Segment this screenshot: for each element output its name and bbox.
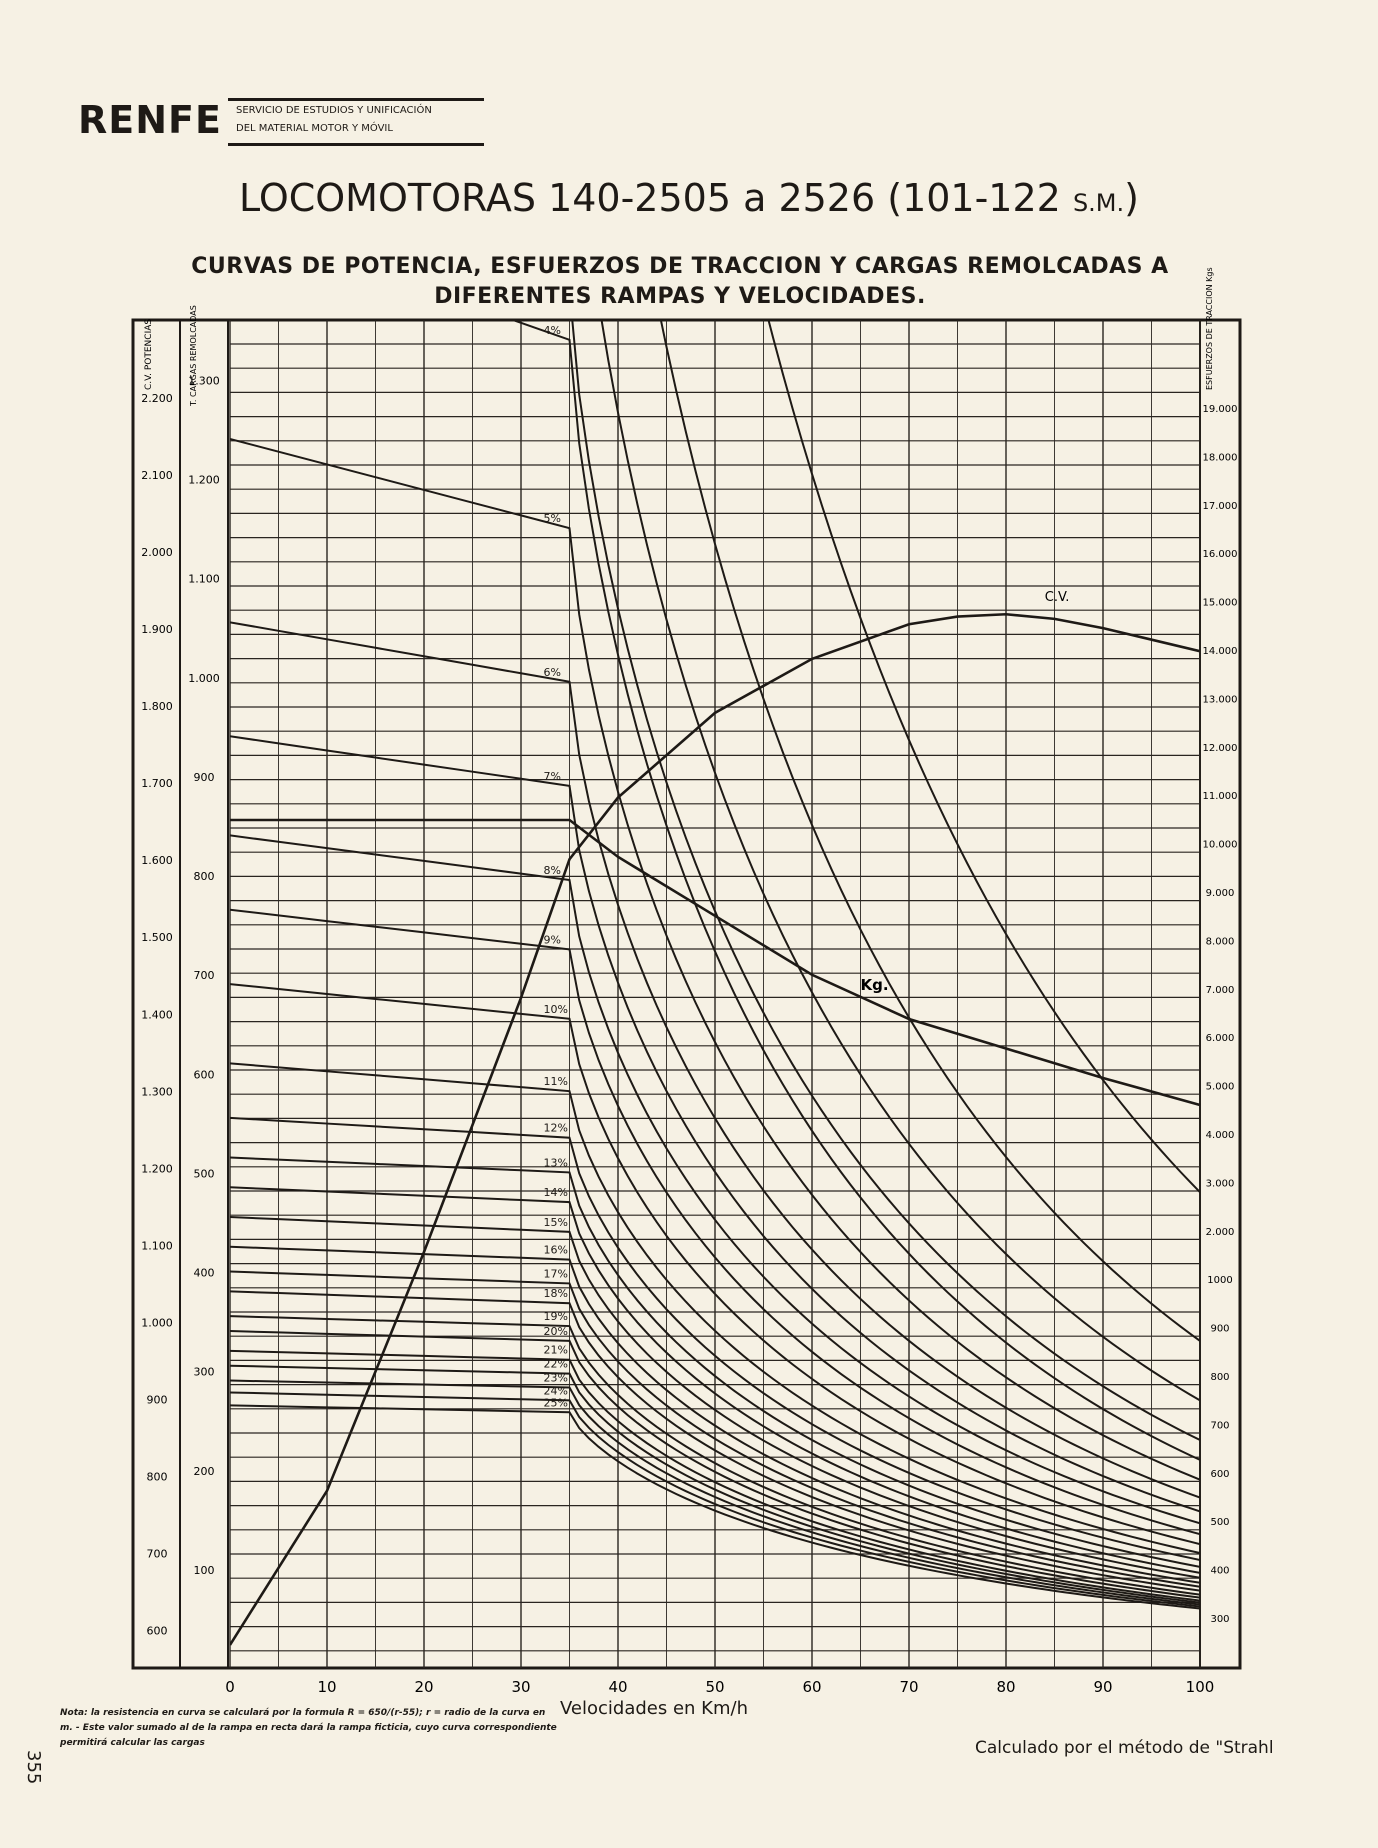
- x-axis-label: Velocidades en Km/h: [560, 1698, 748, 1719]
- cv-tick-label: 1.700: [141, 777, 173, 791]
- cargas-tick-label: 600: [193, 1068, 215, 1082]
- load-curve-label: 14%: [543, 1186, 568, 1200]
- cargas-tick-label: 500: [193, 1167, 215, 1181]
- cv-tick-label: 700: [146, 1547, 168, 1561]
- esfuerzos-tick-label: 17.000: [1202, 500, 1238, 512]
- x-tick-label: 10: [317, 1678, 337, 1696]
- cv-tick-label: 1.600: [141, 854, 173, 868]
- cargas-tick-label: 900: [193, 770, 215, 784]
- esfuerzos-tick-label: 800: [1210, 1372, 1230, 1383]
- esfuerzos-tick-label: 4.000: [1205, 1130, 1235, 1141]
- esfuerzos-tick-label: 7.000: [1205, 984, 1235, 996]
- cargas-tick-label: 800: [193, 870, 215, 884]
- esfuerzos-tick-label: 9.000: [1205, 888, 1235, 899]
- cv-tick-label: 1.300: [141, 1085, 173, 1099]
- load-curve-label: 12%: [543, 1121, 568, 1135]
- cv-tick-label: 1.100: [141, 1239, 173, 1253]
- cargas-tick-label: 1.300: [188, 374, 220, 388]
- load-curve-label: 15%: [543, 1215, 568, 1229]
- esfuerzos-tick-label: 6.000: [1205, 1033, 1235, 1045]
- cargas-tick-label: 300: [193, 1365, 215, 1379]
- esfuerzos-tick-label: 600: [1210, 1468, 1230, 1480]
- subtitle-line-2: DIFERENTES RAMPAS Y VELOCIDADES.: [434, 284, 926, 309]
- cv-axis-title: C.V. POTENCIAS: [144, 318, 154, 390]
- esfuerzos-axis-title: ESFUERZOS DE TRACCION Kgs: [1205, 267, 1214, 390]
- x-tick-label: 100: [1185, 1678, 1215, 1696]
- esfuerzos-tick-label: 3.000: [1205, 1178, 1235, 1190]
- footnote: Nota: la resistencia en curva se calculará por la formula R = 650/(r-55); r = radio de la curva en m. - Este valor sumado al de la rampa en recta dará la rampa ficticia, cuyo curva correspondiente permitirá calcular las cargas: [60, 1708, 557, 1748]
- x-tick-label: 40: [608, 1678, 628, 1696]
- kg-curve-label: Kg.: [860, 976, 889, 994]
- esfuerzos-tick-label: 5.000: [1205, 1081, 1235, 1093]
- brand-line-2: DEL MATERIAL MOTOR Y MÓVIL: [236, 123, 393, 134]
- load-curve-label: 19%: [543, 1310, 568, 1324]
- cv-tick-label: 900: [146, 1393, 168, 1407]
- load-curve-label: 9%: [543, 933, 561, 947]
- esfuerzos-tick-label: 13.000: [1202, 694, 1238, 706]
- x-tick-label: 70: [899, 1678, 919, 1696]
- cargas-tick-label: 1.100: [188, 572, 220, 586]
- cv-tick-label: 1.900: [141, 623, 173, 637]
- load-curve-label: 5%: [543, 512, 561, 526]
- load-curve-label: 24%: [543, 1384, 568, 1398]
- esfuerzos-tick-label: 11.000: [1202, 791, 1238, 803]
- cargas-tick-label: 1.000: [188, 671, 220, 685]
- load-curve-label: 25%: [543, 1396, 568, 1410]
- brand-logo: RENFE: [78, 98, 222, 142]
- page-number: 355: [23, 1750, 44, 1785]
- cargas-tick-label: 400: [193, 1266, 215, 1280]
- load-curve-label: 22%: [543, 1357, 568, 1371]
- esfuerzos-tick-label: 2.000: [1205, 1226, 1235, 1238]
- cv-curve-label: C.V.: [1044, 590, 1070, 606]
- x-tick-label: 90: [1093, 1678, 1113, 1696]
- cv-tick-label: 800: [146, 1470, 168, 1484]
- load-curve-label: 20%: [543, 1324, 568, 1338]
- esfuerzos-tick-label: 16.000: [1202, 549, 1238, 561]
- x-tick-label: 80: [996, 1678, 1016, 1696]
- esfuerzos-tick-label: 500: [1210, 1517, 1230, 1529]
- cargas-axis-title: T. CARGAS REMOLCADAS: [189, 305, 198, 406]
- x-tick-label: 50: [705, 1678, 725, 1696]
- esfuerzos-tick-label: 1000: [1207, 1275, 1233, 1287]
- esfuerzos-tick-label: 400: [1210, 1565, 1230, 1577]
- load-curve-label: 8%: [543, 864, 561, 878]
- load-curve-label: 6%: [543, 665, 561, 679]
- esfuerzos-tick-label: 18.000: [1202, 452, 1238, 464]
- subtitle-line-1: CURVAS DE POTENCIA, ESFUERZOS DE TRACCION Y CARGAS REMOLCADAS A: [191, 254, 1169, 279]
- cargas-tick-label: 1.200: [188, 473, 220, 487]
- esfuerzos-tick-label: 300: [1210, 1614, 1230, 1625]
- chart-frame: [133, 320, 1240, 1668]
- cargas-tick-label: 100: [193, 1563, 215, 1577]
- esfuerzos-tick-label: 19.000: [1202, 404, 1238, 415]
- load-curve-label: 18%: [543, 1287, 568, 1301]
- cv-tick-label: 1.800: [141, 700, 173, 714]
- load-curve-label: 10%: [543, 1002, 568, 1016]
- cv-tick-label: 2.000: [141, 546, 173, 560]
- esfuerzos-tick-label: 900: [1210, 1323, 1230, 1335]
- cv-tick-label: 600: [146, 1624, 168, 1638]
- cv-tick-label: 1.500: [141, 931, 173, 945]
- load-curve-label: 23%: [543, 1371, 568, 1385]
- load-curve-label: 21%: [543, 1343, 568, 1357]
- cv-tick-label: 2.200: [141, 392, 173, 406]
- esfuerzos-tick-label: 12.000: [1202, 742, 1238, 754]
- x-tick-label: 30: [511, 1678, 531, 1696]
- load-curve-label: 7%: [543, 769, 561, 783]
- x-tick-label: 0: [225, 1678, 235, 1696]
- title-main: LOCOMOTORAS 140-2505 a 2526 (101-122: [239, 176, 1061, 220]
- esfuerzos-tick-label: 700: [1210, 1420, 1230, 1432]
- esfuerzos-tick-label: 15.000: [1202, 597, 1238, 609]
- esfuerzos-tick-label: 8.000: [1205, 936, 1235, 948]
- brand-line-1: SERVICIO DE ESTUDIOS Y UNIFICACIÓN: [236, 105, 432, 116]
- cv-tick-label: 2.100: [141, 469, 173, 483]
- load-curve-label: 4%: [543, 323, 561, 337]
- cargas-tick-label: 700: [193, 969, 215, 983]
- cargas-tick-label: 200: [193, 1464, 215, 1478]
- esfuerzos-tick-label: 10.000: [1202, 839, 1238, 851]
- load-curve-label: 11%: [543, 1075, 568, 1089]
- title-suffix: S.M.: [1072, 189, 1125, 217]
- title-close: ): [1124, 176, 1139, 220]
- cv-tick-label: 1.200: [141, 1162, 173, 1176]
- esfuerzos-tick-label: 14.000: [1202, 646, 1238, 657]
- load-curve-label: 13%: [543, 1156, 568, 1170]
- load-curve-label: 17%: [543, 1267, 568, 1281]
- cv-tick-label: 1.000: [141, 1316, 173, 1330]
- x-tick-label: 60: [802, 1678, 822, 1696]
- x-tick-label: 20: [414, 1678, 434, 1696]
- grid: [230, 320, 1200, 1668]
- cv-tick-label: 1.400: [141, 1008, 173, 1022]
- method-credit: Calculado por el método de "Strahl: [975, 1738, 1274, 1758]
- load-curve-label: 16%: [543, 1243, 568, 1257]
